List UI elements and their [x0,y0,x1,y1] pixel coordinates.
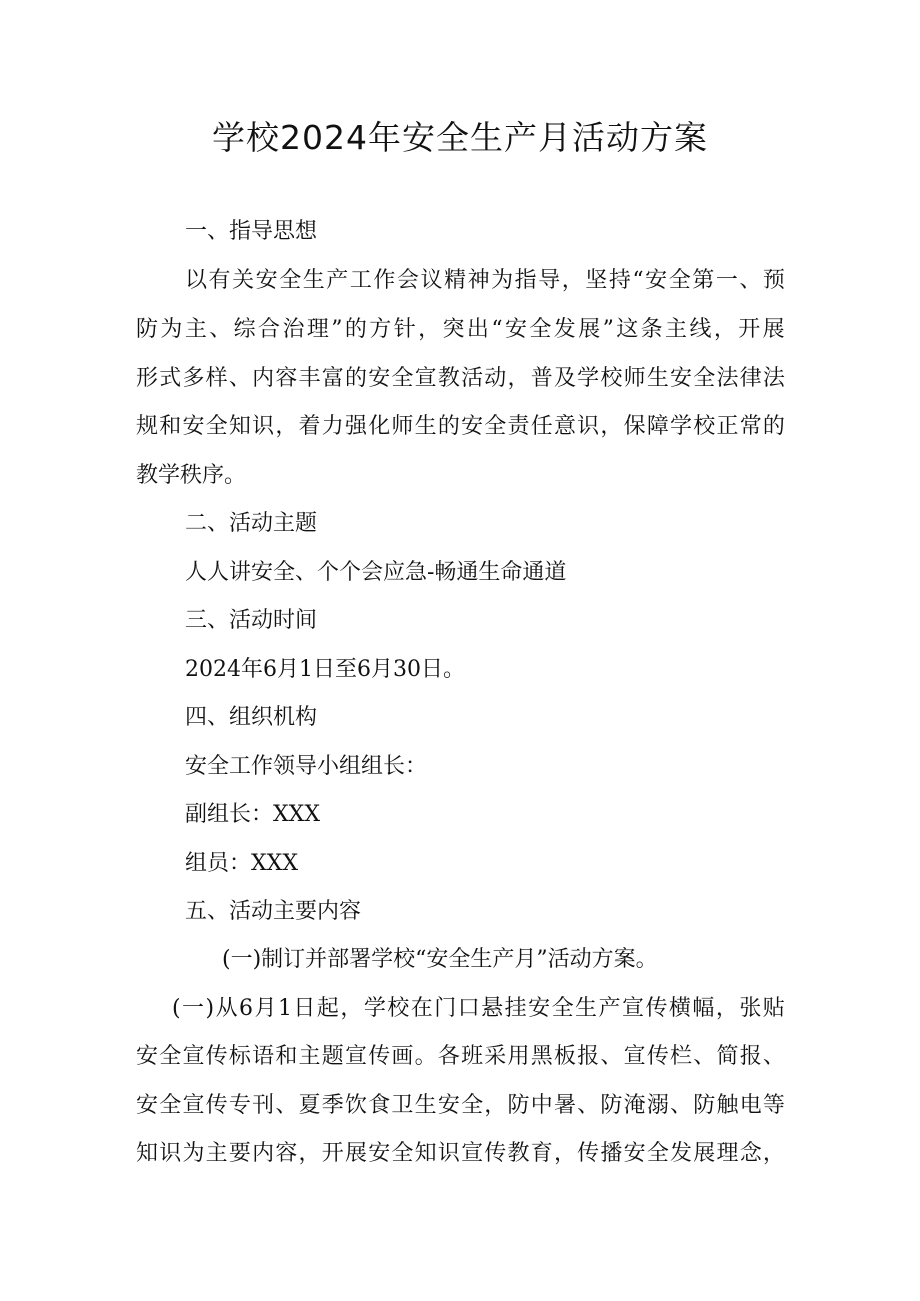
section-heading-main-content: 五、活动主要内容 [185,899,362,924]
section-heading-activity-theme: 二、活动主题 [185,511,318,536]
section-heading-guiding-ideology: 一、指导思想 [185,219,318,244]
content-item-1: (一)制订并部署学校“安全生产月”活动方案。 [222,947,658,972]
paragraph-line: 知 识 为 主 要 内 容 ， 开 展 安 全 知 识 宣 传 教 育 ， 传 播 安 全 发 展 理 念 ， [136,1141,785,1166]
paragraph-line: 以 有 关 安 全 生 产 工 作 会 议 精 神 为 指 导 ， 坚 持 “ 安 全 第 一 、 预 [185,268,785,293]
paragraph-line: 规 和 安 全 知 识 ， 着 力 强 化 师 生 的 安 全 责 任 意 识 ， 保 障 学 校 正 常 的 [136,414,785,439]
activity-theme-text: 人人讲安全、个个会应急-畅通生命通道 [185,560,567,585]
document-title: 学校2024年安全生产月活动方案 [212,118,708,157]
paragraph-line: 防 为 主 、 综 合 治 理 ” 的 方 针 ， 突 出 “ 安 全 发 展 ” 这 条 主 线 ， 开 展 [136,317,785,342]
paragraph-line: 安 全 宣 传 专 刊 、 夏 季 饮 食 卫 生 安 全 ， 防 中 暑 、 防 淹 溺 、 防 触 电 等 [136,1093,785,1118]
section-heading-activity-time: 三、活动时间 [185,608,318,633]
paragraph-line: 教学秩序。 [136,463,247,488]
organization-member: 组员：XXX [185,851,298,876]
activity-time-text: 2024年6月1日至6月30日。 [185,657,465,682]
organization-deputy: 副组长：XXX [185,802,320,827]
paragraph-line: 形 式 多 样 、 内 容 丰 富 的 安 全 宣 教 活 动 ， 普 及 学 校 师 生 安 全 法 律 法 [136,366,785,391]
section-heading-organization: 四、组织机构 [185,705,318,730]
paragraph-line: 安 全 宣 传 标 语 和 主 题 宣 传 画 。 各 班 采 用 黑 板 报 、 宣 传 栏 、 简 报 、 [136,1044,785,1069]
organization-leader: 安全工作领导小组组长： [185,754,428,779]
paragraph-line: ( 一 ) 从 6 月 1 日 起 ， 学 校 在 门 口 悬 挂 安 全 生 产 宣 传 横 幅 ， 张 贴 [172,996,785,1021]
